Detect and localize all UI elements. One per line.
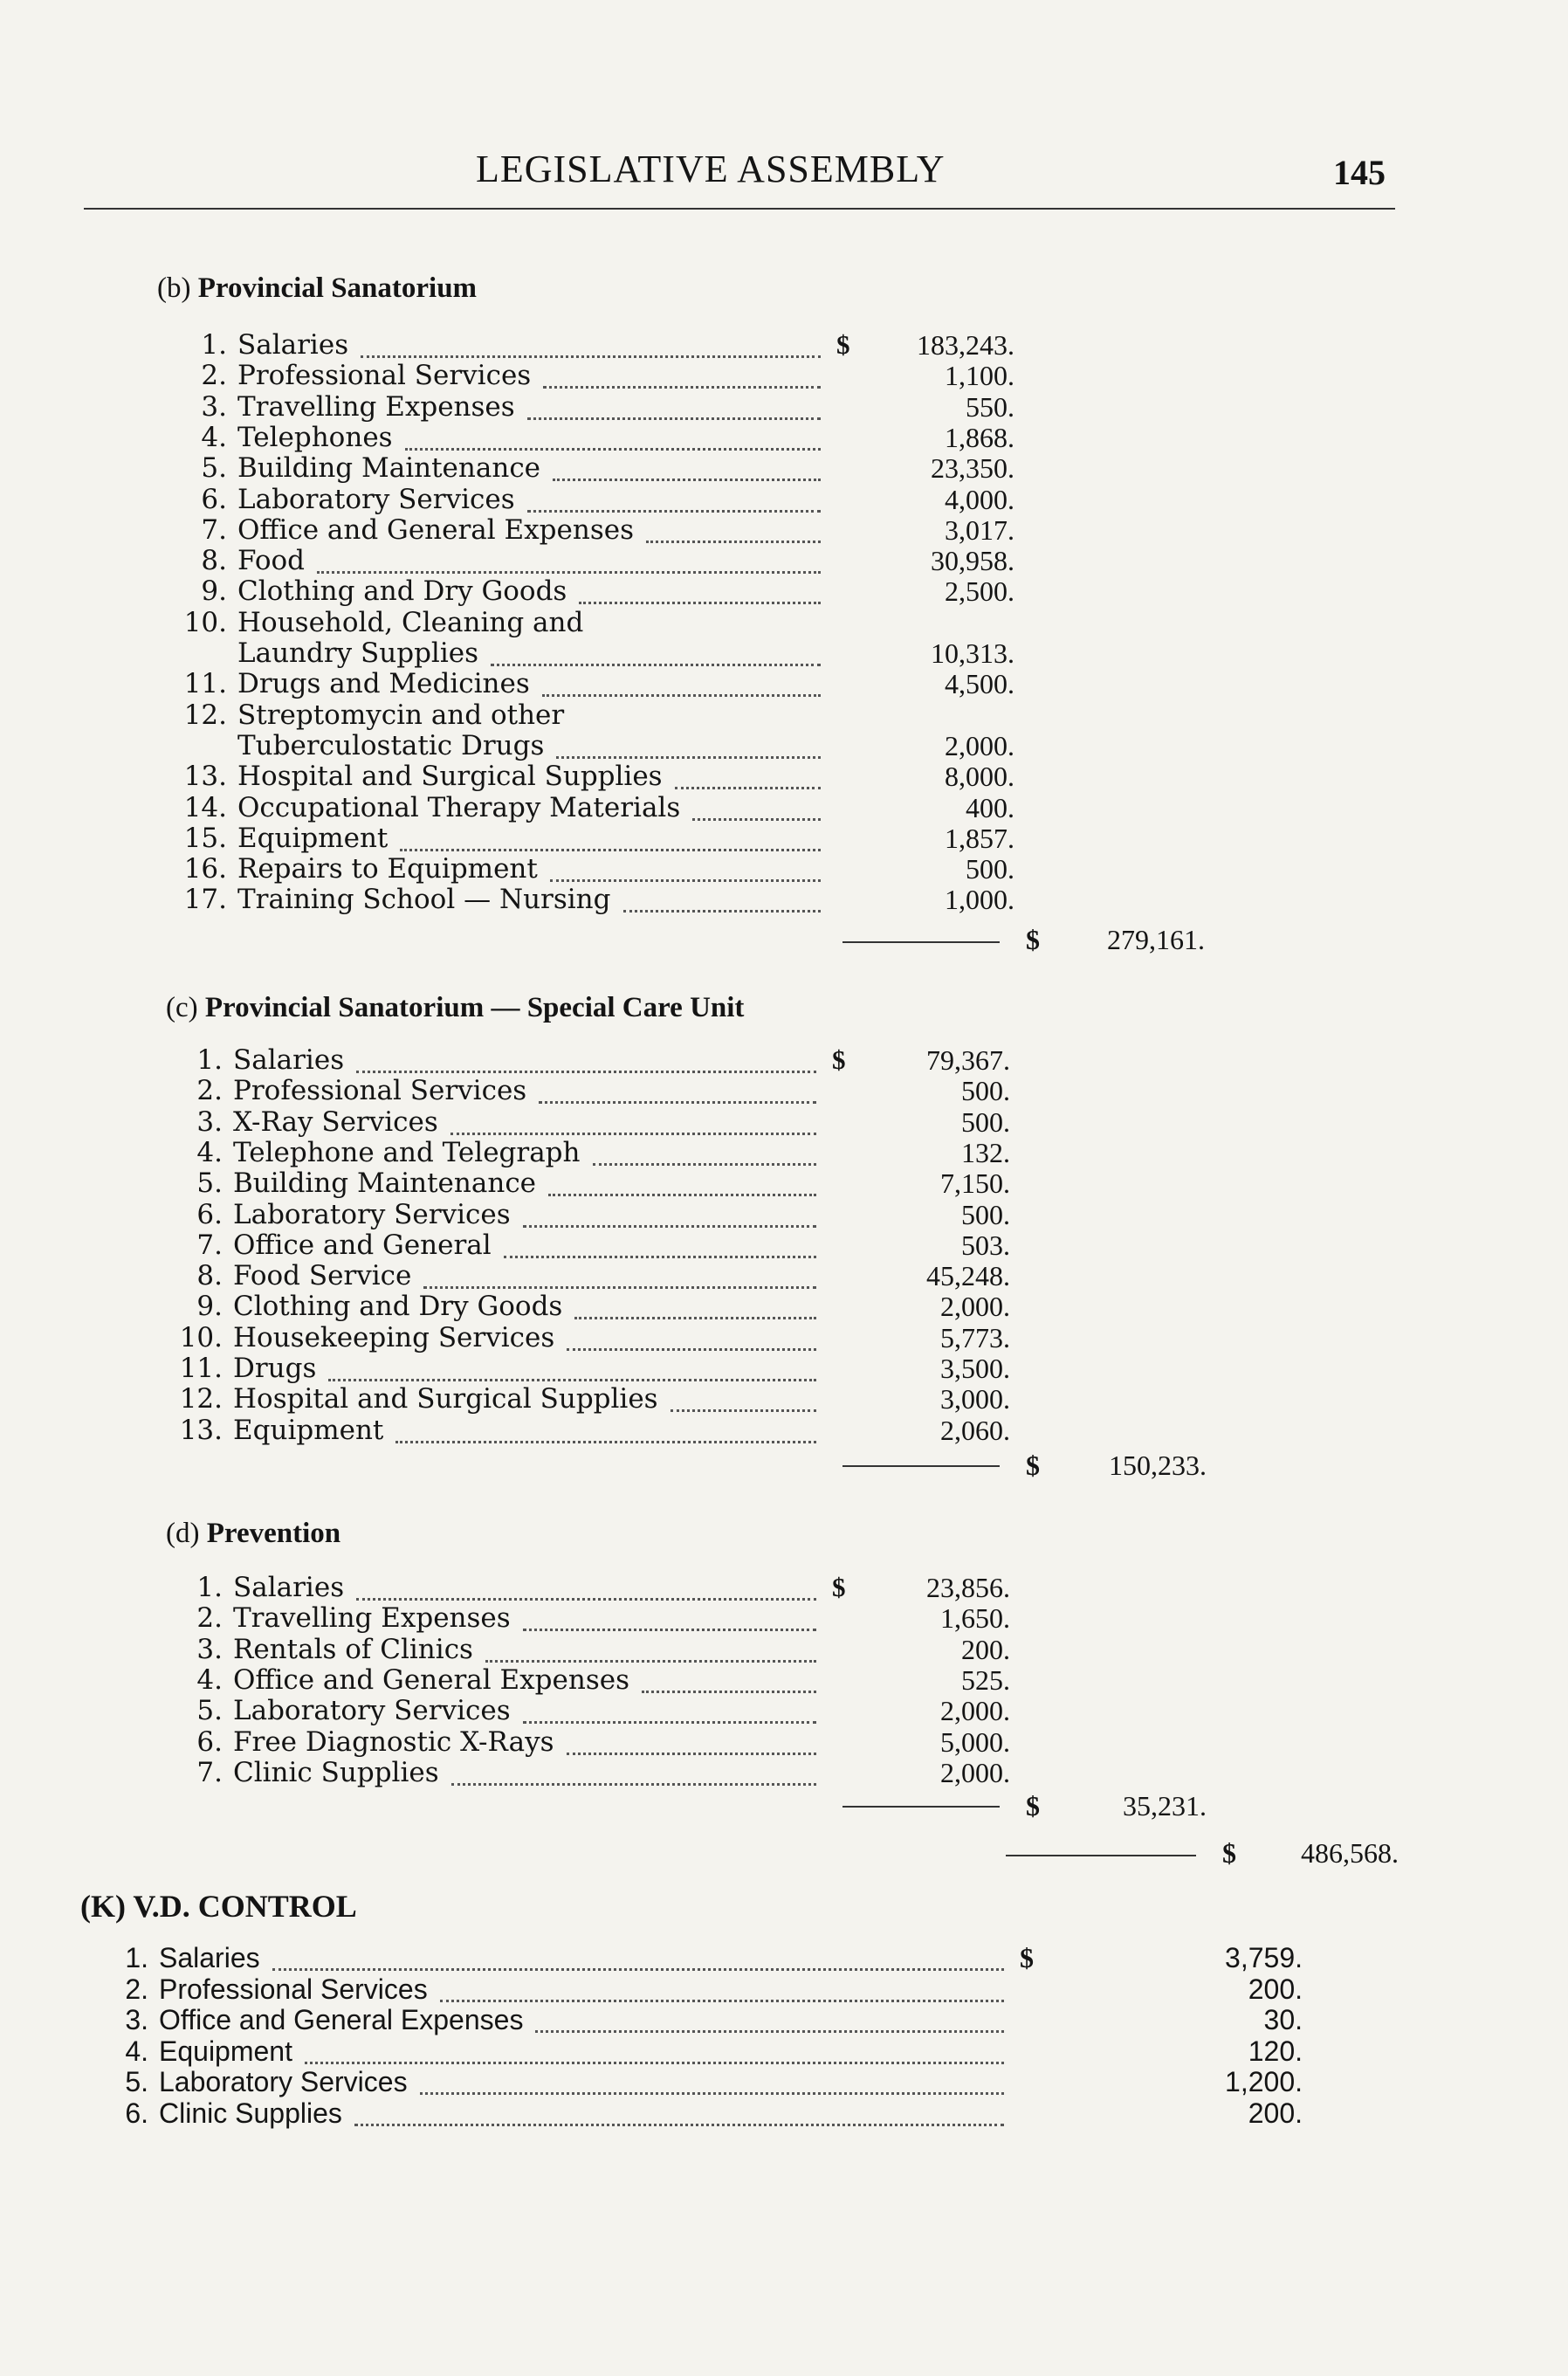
line-item xyxy=(175,792,1030,823)
dollar-sign: $ xyxy=(832,1572,846,1602)
line-item xyxy=(170,1634,1026,1665)
line-item xyxy=(170,1664,1026,1696)
line-item-amount: 525. xyxy=(961,1663,1010,1696)
dot-leader xyxy=(527,414,821,420)
line-item xyxy=(170,1260,1026,1291)
dot-leader xyxy=(553,475,821,481)
line-item-description: Travelling Expenses xyxy=(237,390,515,423)
line-item-number: 7. xyxy=(196,1229,223,1261)
line-item-description: Salaries xyxy=(233,1572,345,1603)
line-item xyxy=(175,391,1030,423)
line-item xyxy=(96,2066,1303,2097)
line-item xyxy=(96,2097,1303,2129)
line-item-description: Streptomycin and other xyxy=(237,699,565,731)
line-item-description: Occupational Therapy Materials xyxy=(237,791,681,823)
line-item-amount: 4,000. xyxy=(945,483,1014,515)
dot-leader xyxy=(567,1749,816,1755)
subtotal-dollar-d: $ xyxy=(1026,1790,1040,1822)
line-item-amount: 3,759. xyxy=(1225,1942,1303,1973)
line-item-description: Building Maintenance xyxy=(233,1167,537,1200)
dot-leader xyxy=(356,1594,816,1601)
section-c-heading xyxy=(166,992,744,1024)
dot-leader xyxy=(579,598,821,604)
line-item-amount: 500. xyxy=(961,1075,1010,1107)
line-item-description: Travelling Expenses xyxy=(233,1602,511,1635)
line-item-amount: 8,000. xyxy=(945,761,1014,793)
line-item-description: Salaries xyxy=(159,1942,260,1973)
line-item-number: 10. xyxy=(183,606,227,638)
section-k-heading xyxy=(80,1888,357,1925)
dot-leader xyxy=(361,352,821,358)
line-item-amount: 550. xyxy=(966,390,1014,423)
line-item-description: Clothing and Dry Goods xyxy=(237,575,567,608)
dot-leader xyxy=(548,1190,816,1196)
dot-leader xyxy=(317,568,821,574)
line-item xyxy=(175,884,1030,915)
line-item-amount: 45,248. xyxy=(926,1260,1010,1292)
line-item xyxy=(170,1167,1026,1199)
subtotal-dollar-b: $ xyxy=(1026,924,1040,955)
grand-total-dollar: $ xyxy=(1222,1837,1236,1869)
line-item xyxy=(170,1757,1026,1788)
line-item-number: 13. xyxy=(179,1414,223,1446)
line-item-amount: 1,857. xyxy=(945,822,1014,854)
dot-leader xyxy=(400,845,821,851)
subtotal-b: 279,161. xyxy=(1107,924,1205,955)
line-item-number: 3. xyxy=(196,1105,223,1138)
line-item-description: Laboratory Services xyxy=(233,1198,511,1230)
dot-leader xyxy=(567,1345,816,1351)
line-item xyxy=(170,1137,1026,1168)
line-item xyxy=(175,730,1030,761)
line-item xyxy=(170,1572,1026,1603)
line-item xyxy=(175,575,1030,607)
section-c-title: Provincial Sanatorium — Special Care Unit xyxy=(204,992,745,1023)
line-item-amount: 79,367. xyxy=(926,1044,1010,1076)
dot-leader xyxy=(556,753,821,759)
line-item-number: 1. xyxy=(196,1572,223,1603)
line-item xyxy=(96,1942,1303,1973)
line-item xyxy=(96,2004,1303,2035)
line-item-number: 7. xyxy=(201,513,227,546)
line-item xyxy=(170,1322,1026,1353)
dot-leader xyxy=(328,1375,816,1381)
line-item-amount: 1,000. xyxy=(945,884,1014,916)
section-d-label: (d) xyxy=(166,1518,200,1549)
dot-leader xyxy=(485,1656,816,1663)
grand-total: 486,568. xyxy=(1301,1837,1399,1869)
line-item xyxy=(170,1291,1026,1322)
line-item xyxy=(170,1075,1026,1106)
line-item-amount: 132. xyxy=(961,1136,1010,1168)
line-item-number: 12. xyxy=(179,1383,223,1415)
line-item-number: 11. xyxy=(179,1353,223,1384)
line-item-amount: 2,000. xyxy=(940,1695,1010,1727)
line-item-amount: 2,000. xyxy=(945,729,1014,761)
line-item-number: 1. xyxy=(196,1044,223,1076)
line-item xyxy=(175,823,1030,854)
line-item-number: 3. xyxy=(125,2004,148,2035)
dot-leader xyxy=(354,2120,1004,2126)
line-item-description: Rentals of Clinics xyxy=(233,1633,473,1665)
line-item-number: 4. xyxy=(201,421,227,453)
line-item-amount: 183,243. xyxy=(917,329,1014,361)
line-item-number: 5. xyxy=(196,1695,223,1727)
line-item-number: 3. xyxy=(201,390,227,423)
header-rule xyxy=(84,208,1395,210)
line-item-amount: 500. xyxy=(961,1198,1010,1230)
dot-leader xyxy=(692,815,821,821)
dot-leader xyxy=(523,1222,816,1228)
line-item-amount: 23,350. xyxy=(931,452,1014,485)
dollar-sign: $ xyxy=(832,1044,846,1075)
line-item-description: Office and General Expenses xyxy=(237,513,634,546)
dot-leader xyxy=(675,783,821,789)
line-item-number: 9. xyxy=(201,575,227,608)
line-item-number: 8. xyxy=(196,1260,223,1292)
line-item-number: 2. xyxy=(201,360,227,392)
line-item-number: 15. xyxy=(183,822,227,854)
line-item-description: Hospital and Surgical Supplies xyxy=(233,1383,658,1415)
subtotal-c: 150,233. xyxy=(1109,1450,1207,1481)
line-item-description: Office and General Expenses xyxy=(159,2004,524,2035)
dot-leader xyxy=(574,1313,816,1319)
dot-leader xyxy=(539,1098,816,1104)
page-number: 145 xyxy=(1333,153,1386,192)
dot-leader xyxy=(356,1067,816,1073)
line-item xyxy=(175,668,1030,699)
line-item xyxy=(170,1726,1026,1758)
line-item xyxy=(175,545,1030,576)
line-item-description: Housekeeping Services xyxy=(233,1321,555,1353)
section-d-title: Prevention xyxy=(206,1518,341,1549)
section-b-label: (b) xyxy=(157,272,191,304)
line-item-number: 9. xyxy=(196,1291,223,1323)
line-item-amount: 1,200. xyxy=(1225,2066,1303,2097)
dot-leader xyxy=(523,1718,816,1724)
line-item xyxy=(170,1415,1026,1446)
line-item-number: 12. xyxy=(183,699,227,731)
dot-leader xyxy=(542,691,821,697)
line-item-number: 5. xyxy=(201,452,227,485)
dot-leader xyxy=(423,1283,816,1289)
line-item-description: Laboratory Services xyxy=(159,2066,408,2097)
line-item-description: Professional Services xyxy=(237,360,532,392)
line-item-amount: 3,000. xyxy=(940,1383,1010,1415)
line-item-description: Clothing and Dry Goods xyxy=(233,1291,563,1323)
line-item-description: Office and General xyxy=(233,1229,492,1261)
line-item-number: 4. xyxy=(196,1136,223,1168)
line-item-description: Drugs xyxy=(233,1353,317,1384)
line-item-number: 6. xyxy=(196,1725,223,1758)
subtotal-rule-d xyxy=(842,1806,1000,1808)
line-item xyxy=(175,637,1030,669)
section-b-title: Provincial Sanatorium xyxy=(197,272,478,304)
line-item-amount: 5,773. xyxy=(940,1321,1010,1353)
line-item-description: Professional Services xyxy=(233,1075,527,1107)
line-item-amount: 1,100. xyxy=(945,360,1014,392)
section-k-title: V.D. CONTROL xyxy=(133,1889,357,1924)
line-item-number: 1. xyxy=(125,1942,148,1973)
line-item xyxy=(175,853,1030,885)
line-item-amount: 200. xyxy=(1248,1973,1303,2005)
dot-leader xyxy=(491,660,821,666)
dot-leader xyxy=(535,2027,1004,2033)
line-item xyxy=(170,1695,1026,1726)
dot-leader xyxy=(623,906,821,913)
line-item-number: 2. xyxy=(196,1075,223,1107)
line-item xyxy=(170,1044,1026,1076)
line-item xyxy=(170,1199,1026,1230)
line-item-description: Repairs to Equipment xyxy=(237,853,538,885)
line-item-amount: 2,000. xyxy=(940,1756,1010,1788)
subtotal-d: 35,231. xyxy=(1123,1790,1207,1822)
line-item-amount: 30,958. xyxy=(931,545,1014,577)
subtotal-dollar-c: $ xyxy=(1026,1450,1040,1481)
dot-leader xyxy=(305,2058,1004,2064)
line-item-amount: 5,000. xyxy=(940,1725,1010,1758)
dot-leader xyxy=(523,1625,816,1631)
line-item-amount: 2,500. xyxy=(945,575,1014,608)
line-item-number: 2. xyxy=(196,1602,223,1635)
line-item-description: X-Ray Services xyxy=(233,1105,438,1138)
line-item-number: 6. xyxy=(125,2097,148,2129)
line-item-amount: 200. xyxy=(961,1633,1010,1665)
dollar-sign: $ xyxy=(836,329,850,360)
line-item-number: 16. xyxy=(183,853,227,885)
line-item xyxy=(175,422,1030,453)
line-item-amount: 1,650. xyxy=(940,1602,1010,1635)
dot-leader xyxy=(642,1687,816,1693)
dot-leader xyxy=(646,537,821,543)
line-item xyxy=(175,514,1030,546)
dot-leader xyxy=(550,876,821,882)
line-item-description: Free Diagnostic X-Rays xyxy=(233,1725,554,1758)
line-item-number: 4. xyxy=(125,2035,148,2067)
section-b-heading xyxy=(157,272,477,305)
line-item-number: 7. xyxy=(196,1756,223,1788)
line-item xyxy=(175,452,1030,484)
section-k-label: (K) xyxy=(80,1889,126,1924)
line-item-description: Equipment xyxy=(159,2035,292,2067)
line-item xyxy=(170,1229,1026,1261)
line-item-amount: 2,060. xyxy=(940,1414,1010,1446)
line-item-number: 14. xyxy=(183,791,227,823)
line-item-description: Tuberculostatic Drugs xyxy=(237,729,545,761)
line-item xyxy=(175,484,1030,515)
line-item xyxy=(175,699,1030,731)
line-item-number: 6. xyxy=(201,483,227,515)
line-item xyxy=(170,1602,1026,1634)
line-item-number: 3. xyxy=(196,1633,223,1665)
line-item xyxy=(170,1106,1026,1138)
line-item-description: Hospital and Surgical Supplies xyxy=(237,761,663,793)
line-item xyxy=(96,1973,1303,2005)
line-item-amount: 10,313. xyxy=(931,637,1014,669)
line-item-amount: 503. xyxy=(961,1229,1010,1261)
line-item xyxy=(175,329,1030,361)
line-item-description: Food xyxy=(237,545,305,577)
line-item-number: 11. xyxy=(183,668,227,700)
page-header-title: LEGISLATIVE ASSEMBLY xyxy=(476,148,946,190)
line-item-description: Salaries xyxy=(237,329,349,361)
dot-leader xyxy=(420,2089,1004,2095)
line-item xyxy=(170,1353,1026,1384)
line-item-description: Professional Services xyxy=(159,1973,428,2005)
section-d-heading xyxy=(166,1518,340,1550)
line-item-amount: 2,000. xyxy=(940,1291,1010,1323)
line-item-description: Laundry Supplies xyxy=(237,637,479,669)
line-item-amount: 30. xyxy=(1263,2004,1303,2035)
dot-leader xyxy=(527,506,821,513)
subtotal-rule-b xyxy=(842,941,1000,943)
line-item-amount: 3,017. xyxy=(945,513,1014,546)
line-item-amount: 500. xyxy=(961,1105,1010,1138)
line-item-amount: 23,856. xyxy=(926,1572,1010,1603)
line-item-description: Training School — Nursing xyxy=(237,884,611,916)
line-item-amount: 3,500. xyxy=(940,1353,1010,1384)
line-item-amount: 400. xyxy=(966,791,1014,823)
dot-leader xyxy=(593,1160,816,1166)
line-item-number: 10. xyxy=(179,1321,223,1353)
line-item-number: 8. xyxy=(201,545,227,577)
line-item-description: Telephones xyxy=(237,421,393,453)
line-item-description: Equipment xyxy=(237,822,389,854)
line-item-amount: 7,150. xyxy=(940,1167,1010,1200)
line-item-number: 4. xyxy=(196,1663,223,1696)
line-item-description: Food Service xyxy=(233,1260,412,1292)
line-item-number: 17. xyxy=(183,884,227,916)
line-item-description: Clinic Supplies xyxy=(233,1756,439,1788)
line-item-amount: 200. xyxy=(1248,2097,1303,2129)
line-item-description: Salaries xyxy=(233,1044,345,1076)
line-item-amount: 120. xyxy=(1248,2035,1303,2067)
dot-leader xyxy=(504,1252,816,1258)
subtotal-rule-c xyxy=(842,1465,1000,1467)
line-item-description: Building Maintenance xyxy=(237,452,541,485)
line-item-amount: 500. xyxy=(966,853,1014,885)
line-item-number: 6. xyxy=(196,1198,223,1230)
dollar-sign: $ xyxy=(1020,1942,1034,1973)
line-item-description: Laboratory Services xyxy=(237,483,515,515)
line-item xyxy=(175,360,1030,391)
line-item-description: Equipment xyxy=(233,1414,384,1446)
dot-leader xyxy=(543,382,821,389)
dot-leader xyxy=(671,1406,816,1412)
line-item xyxy=(170,1383,1026,1415)
dot-leader xyxy=(450,1129,816,1135)
dot-leader xyxy=(395,1437,816,1443)
line-item xyxy=(96,2035,1303,2067)
dot-leader xyxy=(451,1780,816,1786)
dot-leader xyxy=(440,1996,1004,2002)
line-item xyxy=(175,607,1030,638)
line-item-description: Clinic Supplies xyxy=(159,2097,342,2129)
line-item-description: Household, Cleaning and xyxy=(237,606,584,638)
dot-leader xyxy=(405,444,821,451)
line-item-description: Laboratory Services xyxy=(233,1695,511,1727)
section-c-label: (c) xyxy=(166,992,198,1023)
line-item-number: 13. xyxy=(183,761,227,793)
grand-total-rule xyxy=(1006,1855,1196,1856)
line-item-amount: 4,500. xyxy=(945,668,1014,700)
line-item-number: 5. xyxy=(196,1167,223,1200)
line-item-amount: 1,868. xyxy=(945,421,1014,453)
line-item-description: Telephone and Telegraph xyxy=(233,1136,581,1168)
line-item-number: 5. xyxy=(125,2066,148,2097)
line-item-description: Drugs and Medicines xyxy=(237,668,530,700)
dot-leader xyxy=(272,1965,1004,1971)
line-item-number: 2. xyxy=(125,1973,148,2005)
line-item-number: 1. xyxy=(201,329,227,361)
line-item-description: Office and General Expenses xyxy=(233,1663,629,1696)
line-item xyxy=(175,761,1030,792)
